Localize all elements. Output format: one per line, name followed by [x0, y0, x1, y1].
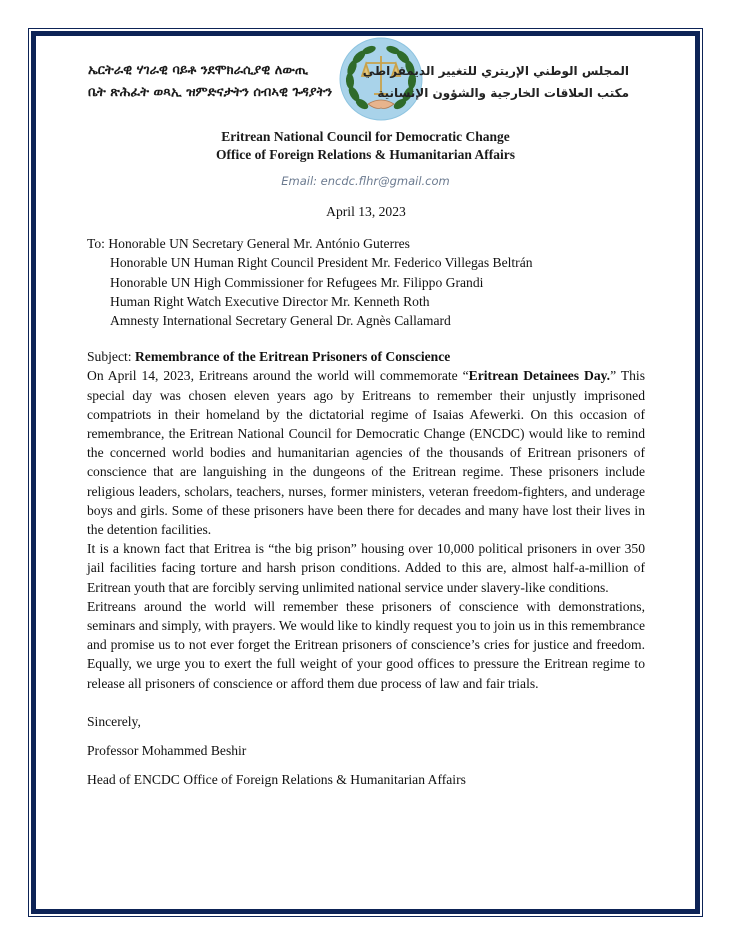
- to-label: To:: [87, 236, 105, 252]
- signer-name: Professor Mohammed Beshir: [87, 743, 247, 759]
- recipient-line: Honorable UN Human Right Council President Mr. Federico Villegas Beltrán: [110, 255, 533, 271]
- letterhead: [36, 36, 695, 196]
- subject-line: [87, 347, 645, 366]
- office-name-line: Office of Foreign Relations & Humanitarian Affairs: [216, 147, 515, 162]
- org-name-line: Eritrean National Council for Democratic Change: [221, 129, 510, 144]
- arabic-line-2: مكتب العلاقات الخارجية والشؤون الإنسانية: [377, 86, 629, 100]
- arabic-header: [363, 60, 629, 104]
- contact-email[interactable]: Email: encdc.flhr@gmail.com: [281, 174, 450, 188]
- closing: Sincerely,: [87, 713, 141, 729]
- tigrinya-header: [88, 60, 332, 104]
- paragraph-3: Eritreans around the world will remember these prisoners of conscience with demonstrations, seminars and simply, with prayers. We would like to kindly request you to join us in this remembrance and promise us to not ever forget the Eritrean prisoners of conscience’s cries for justice and freedom. Equally, we urge you to exert the full weight of your good offices to pressure the Eritrean regime to release all prisoners of conscience or afford them due process of law and fair trials.: [87, 598, 645, 691]
- recipient-line: [87, 234, 645, 253]
- paragraph-1: [87, 366, 645, 539]
- subject-text: Remembrance of the Eritrean Prisoners of Conscience: [134, 349, 451, 365]
- detainees-day-bold: Eritrean Detainees Day.: [468, 368, 611, 384]
- paragraph-1-rest: ” This special day was chosen eleven years ago by Eritreans to remember their unjustly imprisoned compatriots in their homeland by the dictatorial regime of Isaias Afewerki. On this occasion of remembrance, the Eritrean National Council for Democratic Change (ENCDC) would like to remind the concerned world bodies and humanitarian agencies of the thousands of Eritrean prisoners of conscience that are languishing in the dungeons of the Eritrean regime. These prisoners include religious leaders, scholars, teachers, nurses, former ministers, veteran freedom-fighters, and underage boys and girls. Some of these prisoners have been there for decades and many have lost their lives in the detention facilities.: [87, 368, 645, 538]
- organization-name: [36, 128, 695, 164]
- tigrinya-line-2: ቤት ጽሕፈት ወጻኢ ዝምድናታትን ሰብኣዊ ጉዳያትን: [88, 85, 333, 100]
- letter-date: April 13, 2023: [326, 204, 406, 219]
- arabic-line-1: المجلس الوطني الإريتري للتغيير الديمقراطي: [362, 64, 629, 78]
- signer-title: Head of ENCDC Office of Foreign Relations & Humanitarian Affairs: [87, 772, 466, 788]
- recipient: Honorable UN Secretary General Mr. António Guterres: [108, 236, 410, 252]
- paragraph-2: It is a known fact that Eritrea is “the big prison” housing over 10,000 political prisoners in over 350 jail facilities facing torture and harsh prison conditions. Added to this are, almost half-a-million of Eritrean youth that are forcibly serving unlimited national service under slavery-like conditions.: [87, 541, 645, 595]
- paragraph-1-intro: On April 14, 2023, Eritreans around the world will commemorate “: [87, 368, 469, 384]
- tigrinya-line-1: ኤርትራዊ ሃገራዊ ባይቶ ንደሞክራሲያዊ ለውጢ: [88, 63, 308, 78]
- letter-body: [87, 200, 645, 789]
- recipient-line: Honorable UN High Commissioner for Refugees Mr. Filippo Grandi: [110, 274, 484, 290]
- recipients-block: [87, 234, 645, 330]
- recipient-line: Human Right Watch Executive Director Mr. Kenneth Roth: [110, 293, 430, 309]
- recipient-line: Amnesty International Secretary General Dr. Agnès Callamard: [110, 313, 451, 329]
- subject-label: Subject:: [87, 349, 132, 365]
